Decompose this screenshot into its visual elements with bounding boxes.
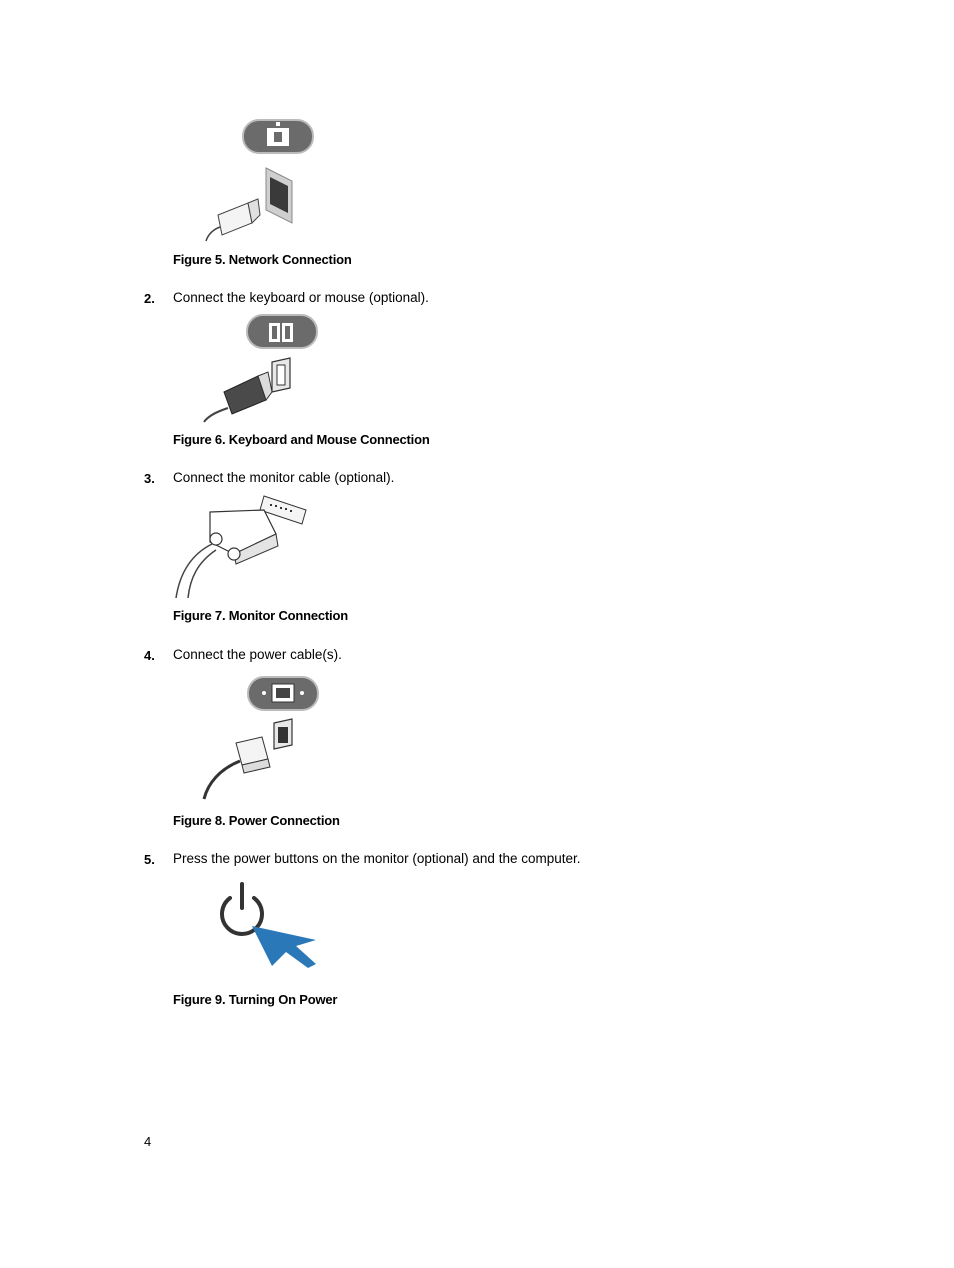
step-4-text: Connect the power cable(s). [173,647,342,662]
figure-7-caption: Figure 7. Monitor Connection [173,608,348,623]
step-3-text: Connect the monitor cable (optional). [173,470,395,485]
step-2-number: 2. [144,291,155,306]
step-2-text: Connect the keyboard or mouse (optional). [173,290,429,305]
power-button-icon [222,884,262,934]
figure-9-caption: Figure 9. Turning On Power [173,992,338,1007]
figure-5-caption: Figure 5. Network Connection [173,252,352,267]
step-4-number: 4. [144,648,155,663]
network-connection-illustration [200,115,320,245]
figure-6-caption: Figure 6. Keyboard and Mouse Connection [173,432,430,447]
figure-8-caption: Figure 8. Power Connection [173,813,340,828]
page-number: 4 [144,1134,152,1149]
keyboard-mouse-illustration [200,312,320,424]
step-5-text: Press the power buttons on the monitor (optional) and the computer. [173,851,581,866]
monitor-connection-illustration [172,492,312,602]
turning-on-power-illustration [212,880,322,970]
step-3-number: 3. [144,471,155,486]
power-connection-illustration [198,673,322,801]
step-5-number: 5. [144,852,155,867]
cursor-arrow-icon [252,926,316,968]
